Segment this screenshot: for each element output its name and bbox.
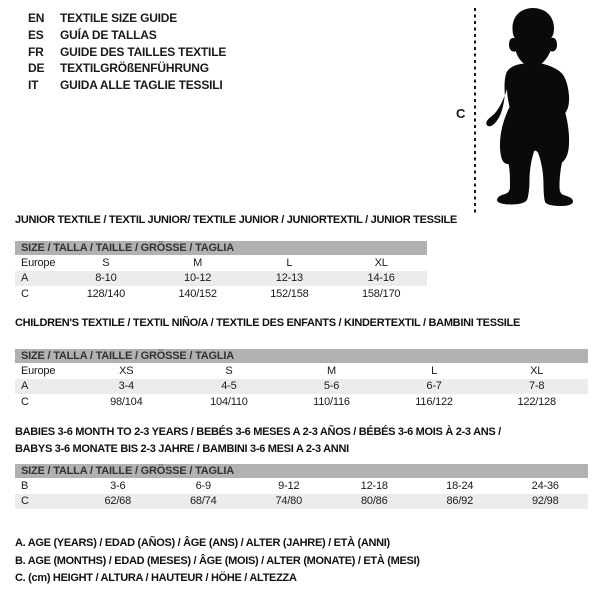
language-row [28, 60, 226, 77]
table-row [15, 379, 588, 395]
language-code: FR [28, 44, 44, 59]
row-label-cell: B [21, 479, 29, 492]
size-value-cell: 4-5 [178, 379, 281, 395]
size-value-cell: L [431, 364, 438, 377]
language-title: GUÍA DE TALLAS [60, 27, 157, 42]
size-value-cell: 5-6 [280, 379, 383, 395]
row-label-cell: Europe [21, 256, 56, 269]
row-label-cell: A [15, 271, 60, 287]
size-value-cell: L [286, 256, 293, 269]
size-value-cell: M [193, 256, 203, 269]
size-value-cell: XS [119, 364, 134, 377]
size-value-cell: 80/86 [332, 494, 418, 510]
size-value-cell: S [102, 256, 110, 269]
table-row [15, 394, 588, 410]
size-value-cell: 10-12 [152, 271, 244, 287]
size-value-cell: 3-6 [110, 479, 126, 492]
language-code: ES [28, 27, 44, 42]
table-row [15, 271, 427, 287]
size-value-cell: 6-7 [383, 379, 486, 395]
language-title: TEXTILE SIZE GUIDE [60, 11, 178, 25]
row-label-cell: C [21, 287, 29, 300]
legend-line-b: B. AGE (MONTHS) / EDAD (MESES) / ÂGE (MOIS) / ALTER (MONATE) / ETÀ (MESI) [15, 554, 420, 567]
language-code: EN [28, 11, 45, 25]
size-value-cell: 116/122 [415, 395, 453, 408]
table-header: SIZE / TALLA / TAILLE / GRÖSSE / TAGLIA [15, 464, 588, 478]
babies-size-table [15, 464, 588, 509]
size-value-cell: XL [530, 364, 544, 377]
language-title: TEXTILGRÖßENFÜHRUNG [60, 61, 209, 76]
row-label-cell: A [15, 379, 75, 395]
size-value-cell: 86/92 [417, 494, 503, 510]
size-value-cell: 98/104 [110, 395, 143, 408]
junior-size-table [15, 241, 427, 302]
language-row [28, 27, 226, 44]
legend-line-a: A. AGE (YEARS) / EDAD (AÑOS) / ÂGE (ANS) / ALTER (JAHRE) / ETÀ (ANNI) [15, 537, 390, 549]
language-row [28, 77, 226, 94]
language-row [28, 10, 226, 27]
measurement-legend [15, 535, 420, 588]
section-heading-line: BABIES 3-6 MONTH TO 2-3 YEARS / BEBÉS 3-6 MESES A 2-3 AÑOS / BÉBÉS 3-6 MOIS À 2-3 ANS / [15, 426, 501, 438]
size-value-cell: 7-8 [485, 379, 588, 395]
size-value-cell: 3-4 [75, 379, 178, 395]
table-row [15, 478, 588, 494]
table-row [15, 255, 427, 271]
size-value-cell: 92/98 [503, 494, 589, 510]
size-value-cell: 68/74 [161, 494, 247, 510]
language-list [28, 10, 226, 94]
baby-silhouette-icon [480, 4, 592, 214]
size-value-cell: 122/128 [517, 395, 556, 408]
size-value-cell: 18-24 [446, 479, 474, 492]
size-value-cell: 140/152 [178, 287, 217, 300]
language-title: GUIDA ALLE TAGLIE TESSILI [60, 78, 223, 93]
size-value-cell: 152/158 [270, 287, 309, 300]
row-label-cell: C [21, 395, 29, 408]
section-heading-junior: JUNIOR TEXTILE / TEXTIL JUNIOR/ TEXTILE JUNIOR / JUNIORTEXTIL / JUNIOR TESSILE [15, 214, 457, 226]
section-heading-children: CHILDREN'S TEXTILE / TEXTIL NIÑO/A / TEXTILE DES ENFANTS / KINDERTEXTIL / BAMBINI TESSILE [15, 317, 520, 329]
size-value-cell: 9-12 [278, 479, 300, 492]
size-value-cell: 12-18 [360, 479, 388, 492]
height-measure-label: C [456, 106, 466, 121]
language-code: IT [28, 78, 39, 93]
language-title: GUIDE DES TAILLES TEXTILE [60, 44, 227, 59]
size-value-cell: 104/110 [210, 395, 248, 408]
size-value-cell: 6-9 [195, 479, 211, 492]
row-label-cell: C [15, 494, 75, 510]
table-header: SIZE / TALLA / TAILLE / GRÖSSE / TAGLIA [15, 349, 588, 363]
size-value-cell: M [327, 364, 336, 377]
size-value-cell: 158/170 [361, 287, 401, 300]
size-value-cell: 110/116 [313, 395, 350, 408]
children-size-table [15, 349, 588, 410]
height-measure-dashed-line [474, 8, 476, 214]
section-heading-line: BABYS 3-6 MONATE BIS 2-3 JAHRE / BAMBINI 3-6 MESI A 2-3 ANNI [15, 443, 349, 455]
table-header: SIZE / TALLA / TAILLE / GRÖSSE / TAGLIA [15, 241, 427, 255]
size-value-cell: 8-10 [60, 271, 152, 287]
section-heading-babies [15, 424, 501, 458]
language-row [28, 44, 226, 61]
size-value-cell: 24-36 [531, 479, 559, 492]
size-value-cell: XL [374, 256, 388, 269]
legend-line-c: C. (cm) HEIGHT / ALTURA / HAUTEUR / HÖHE / ALTEZZA [15, 572, 297, 584]
size-value-cell: S [225, 364, 233, 377]
row-label-cell: Europe [21, 364, 56, 377]
size-value-cell: 14-16 [335, 271, 427, 287]
size-value-cell: 62/68 [75, 494, 161, 510]
table-row [15, 286, 427, 302]
language-code: DE [28, 61, 45, 76]
table-row [15, 363, 588, 379]
size-value-cell: 128/140 [86, 287, 126, 300]
size-value-cell: 74/80 [246, 494, 332, 510]
table-row [15, 494, 588, 510]
size-value-cell: 12-13 [244, 271, 336, 287]
